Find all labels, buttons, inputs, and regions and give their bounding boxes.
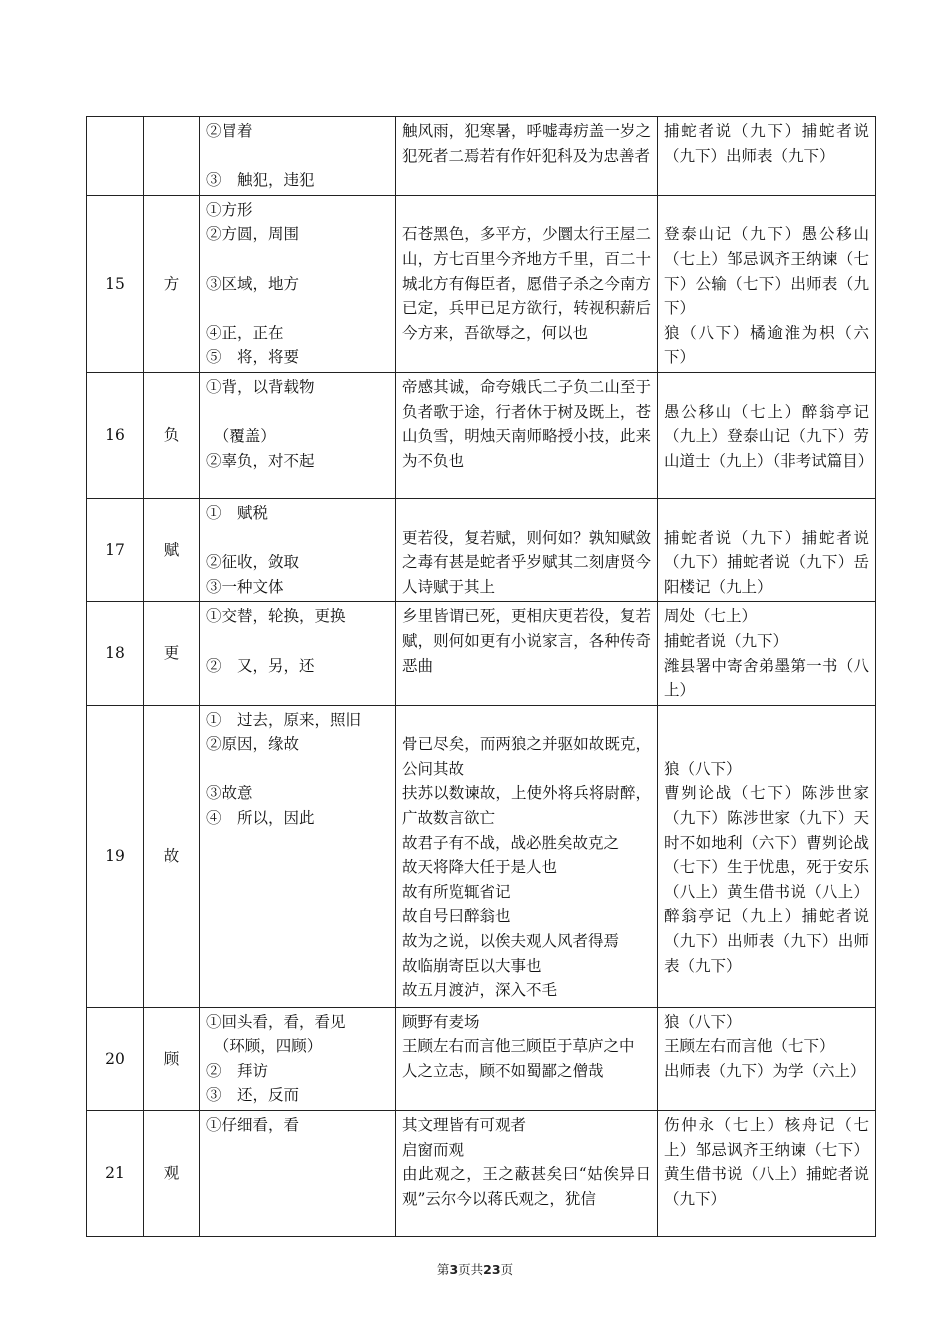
- meaning-line: ①交替，轮换，更换: [206, 607, 346, 626]
- meaning-line: ② 又，另，还: [206, 656, 315, 675]
- example-line: 人之立志，顾不如蜀鄙之僧哉: [402, 1061, 604, 1080]
- example-line: 扶苏以数谏故，上使外将兵将尉醉，广故数言欲亡: [402, 784, 651, 828]
- source-line: 捕蛇者说（九下）捕蛇者说（九下）捕蛇者说（九下）岳阳楼记（九上）: [664, 528, 869, 596]
- entry-number: 15: [87, 195, 144, 372]
- example-line: 其文理皆有可观者: [402, 1116, 527, 1135]
- source-line: 登泰山记（九下）愚公移山（七上）邹忌讽齐王纳谏（七下）公输（七下）出师表（九下）: [664, 225, 869, 318]
- example-line: 故天将降大任于是人也: [402, 858, 558, 877]
- entry-number: 21: [87, 1111, 144, 1237]
- source-cell: [658, 1111, 876, 1237]
- source-line: 捕蛇者说（九下）: [664, 631, 789, 650]
- example-line: 故五月渡泸，深入不毛: [402, 981, 558, 1000]
- source-cell: [658, 117, 876, 196]
- entry-character: 故: [144, 705, 200, 1007]
- table-row: [87, 372, 876, 498]
- meaning-line: ④ 所以，因此: [206, 809, 315, 828]
- example-line: 启窗而观: [402, 1140, 465, 1159]
- example-line: [402, 708, 651, 733]
- source-line: 曹刿论战（七下）陈涉世家（九下）陈涉世家（九下）天时不如地利（六下）曹刿论战（七下）生于忧患，死于安乐（八上）黄生借书说（八上）醉翁亭记（九上）捕蛇者说（九下）出师表（九下）出师表（九下）: [664, 784, 869, 975]
- example-line: 乡里皆谓已死，更相庆更若役，复若赋，则何如更有小说家言，各种传奇恶曲: [402, 607, 651, 675]
- meaning-line: ①仔细看，看: [206, 1116, 300, 1135]
- meaning-line: ⑤ 将，将要: [206, 348, 300, 367]
- table-row: [87, 498, 876, 601]
- meaning-line: ③ 触犯，违犯: [206, 171, 315, 190]
- page-footer: [0, 1260, 950, 1278]
- meaning-cell: [200, 705, 396, 1007]
- example-cell: [396, 195, 658, 372]
- example-line: 由此观之，王之蔽甚矣曰“姑俟异日观”云尔今以蒋氏观之，犹信: [402, 1165, 651, 1208]
- meaning-cell: [200, 602, 396, 705]
- source-cell: [658, 1007, 876, 1110]
- source-line: [664, 375, 869, 400]
- entry-character: 更: [144, 602, 200, 705]
- example-line: [402, 501, 651, 526]
- example-line: 故为之说，以俟夫观人风者得焉: [402, 932, 620, 951]
- example-line: [402, 198, 651, 223]
- footer-suffix: 页: [500, 1262, 514, 1277]
- example-line: 故有所览辄省记: [402, 882, 511, 901]
- table-row: [87, 1111, 876, 1237]
- entry-number: 19: [87, 705, 144, 1007]
- meaning-line: ②征收，敛取: [206, 553, 300, 572]
- source-line: 愚公移山（七上）醉翁亭记（九上）登泰山记（九下）劳山道士（九上）（非考试篇目）: [664, 402, 874, 470]
- entry-character: 顾: [144, 1007, 200, 1110]
- source-line: 潍县署中寄舍弟墨第一书（八上）: [664, 656, 869, 700]
- source-line: 伤仲永（七上）核舟记（七上）邹忌讽齐王纳谏（七下）黄生借书说（八上）捕蛇者说（九下）: [664, 1116, 869, 1208]
- meaning-line: （环顾，四顾）: [206, 1037, 323, 1056]
- entry-character: [144, 117, 200, 196]
- source-line: 出师表（九下）为学（六上）: [664, 1061, 866, 1080]
- meaning-line: ①回头看，看，看见: [206, 1012, 346, 1031]
- example-cell: [396, 1007, 658, 1110]
- meaning-line: ③区域，地方: [206, 274, 300, 293]
- meaning-line: [206, 757, 389, 782]
- meaning-line: ③故意: [206, 784, 253, 803]
- example-cell: [396, 498, 658, 601]
- source-line: [664, 732, 869, 757]
- meaning-line: ②冒着: [206, 122, 253, 140]
- example-cell: [396, 1111, 658, 1237]
- source-line: 王顾左右而言他（七下）: [664, 1037, 835, 1056]
- example-cell: [396, 602, 658, 705]
- entry-number: [87, 117, 144, 196]
- source-line: [664, 198, 869, 223]
- meaning-cell: [200, 1007, 396, 1110]
- meaning-line: [206, 144, 389, 169]
- example-line: 故君子有不战，战必胜矣故克之: [402, 833, 620, 852]
- example-line: 更若役，复若赋，则何如？孰知赋敛之毒有甚是蛇者乎岁赋其二刻唐贤今人诗赋于其上: [402, 528, 651, 596]
- meaning-line: [206, 247, 389, 272]
- example-line: 顾野有麦场: [402, 1012, 480, 1031]
- entry-number: 17: [87, 498, 144, 601]
- source-line: 狼（八下）橘逾淮为枳（六下）: [664, 323, 869, 367]
- entry-character: 观: [144, 1111, 200, 1237]
- meaning-line: [206, 629, 389, 654]
- meaning-line: ②辜负，对不起: [206, 451, 315, 470]
- entry-character: 方: [144, 195, 200, 372]
- meaning-line: ① 过去，原来，照旧: [206, 710, 362, 729]
- entry-number: 16: [87, 372, 144, 498]
- example-line: 触风雨，犯寒暑，呼嘘毒疠盖一岁之犯死者二焉若有作奸犯科及为忠善者: [402, 122, 651, 165]
- source-cell: [658, 195, 876, 372]
- footer-page-number: 3: [449, 1262, 459, 1277]
- table-body: [87, 117, 876, 1237]
- table-row: [87, 602, 876, 705]
- meaning-line: ③一种文体: [206, 577, 284, 596]
- source-line: 周处（七上）: [664, 607, 758, 626]
- source-line: [664, 501, 869, 526]
- source-line: 狼（八下）: [664, 759, 742, 778]
- source-cell: [658, 498, 876, 601]
- meaning-line: [206, 526, 389, 551]
- example-line: 王顾左右而言他三顾臣于草庐之中: [402, 1037, 635, 1056]
- table-row: [87, 117, 876, 196]
- meaning-line: ②方圆，周围: [206, 225, 300, 244]
- vocabulary-table: [86, 116, 876, 1237]
- source-cell: [658, 602, 876, 705]
- example-line: 故自号曰醉翁也: [402, 907, 511, 926]
- entry-number: 18: [87, 602, 144, 705]
- meaning-cell: [200, 1111, 396, 1237]
- example-cell: [396, 705, 658, 1007]
- meaning-line: （覆盖）: [206, 427, 276, 446]
- footer-middle: 页共: [458, 1262, 484, 1277]
- meaning-line: ① 赋税: [206, 503, 269, 522]
- entry-character: 赋: [144, 498, 200, 601]
- meaning-line: ② 拜访: [206, 1061, 269, 1080]
- example-cell: [396, 372, 658, 498]
- meaning-line: ②原因，缘故: [206, 735, 300, 754]
- meaning-cell: [200, 498, 396, 601]
- meaning-line: [206, 400, 389, 425]
- meaning-line: ③ 还，反而: [206, 1086, 300, 1105]
- example-line: 骨已尽矣，而两狼之并驱如故既克，公问其故: [402, 735, 651, 778]
- entry-character: 负: [144, 372, 200, 498]
- source-line: 捕蛇者说（九下）捕蛇者说（九下）出师表（九下）: [664, 122, 869, 165]
- meaning-cell: [200, 372, 396, 498]
- table-row: [87, 1007, 876, 1110]
- example-line: 故临崩寄臣以大事也: [402, 956, 542, 975]
- example-cell: [396, 117, 658, 196]
- source-cell: [658, 705, 876, 1007]
- meaning-line: ④正，正在: [206, 323, 284, 342]
- table-row: [87, 195, 876, 372]
- entry-number: 20: [87, 1007, 144, 1110]
- footer-total-pages: 23: [483, 1262, 501, 1277]
- footer-prefix: 第: [436, 1262, 450, 1277]
- source-line: 狼（八下）: [664, 1012, 742, 1031]
- meaning-line: ①方形: [206, 200, 253, 219]
- table-row: [87, 705, 876, 1007]
- meaning-cell: [200, 195, 396, 372]
- meaning-line: ①背，以背载物: [206, 377, 315, 396]
- meaning-cell: [200, 117, 396, 196]
- example-line: 帝感其诚，命夸娥氏二子负二山至于负者歌于途，行者休于树及既上，苍山负雪，明烛天南师略授小技，此来为不负也: [402, 377, 651, 470]
- source-line: [664, 708, 869, 733]
- source-cell: [658, 372, 876, 498]
- meaning-line: [206, 296, 389, 321]
- example-line: 石苍黑色，多平方，少圜太行王屋二山，方七百里今齐地方千里，百二十城北方有侮臣者，愿借子杀之今南方已定，兵甲已足方欲行，转视积薪后今方来，吾欲辱之，何以也: [402, 225, 651, 342]
